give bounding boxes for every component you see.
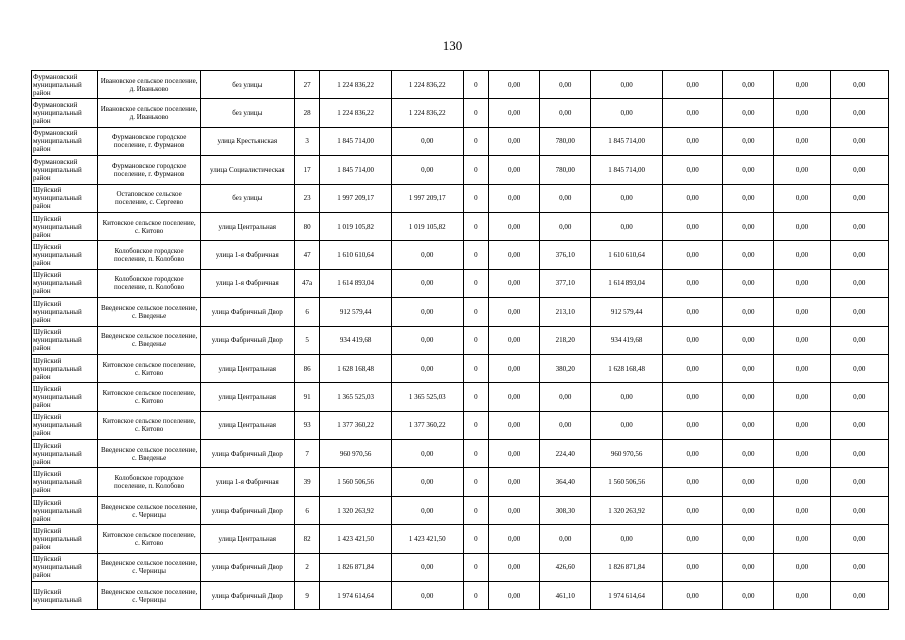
page-number: 130 [442, 38, 463, 53]
table-cell: 0,00 [723, 241, 774, 269]
table-cell: 0,00 [774, 99, 830, 127]
table-cell: 218,20 [540, 326, 591, 354]
table-cell: 0,00 [489, 582, 540, 610]
table-row [32, 383, 889, 411]
table-cell: 0,00 [774, 241, 830, 269]
table-cell: Ивановское сельское поселение, д. Иваньково [98, 71, 200, 99]
table-cell: 0,00 [662, 269, 722, 297]
table-cell: улица 1-я Фабричная [200, 468, 294, 496]
table-cell: без улицы [200, 71, 294, 99]
table-cell: 1 974 614,64 [320, 582, 392, 610]
table-cell: 0,00 [830, 241, 888, 269]
table-cell: 0,00 [830, 383, 888, 411]
table-cell: 3 [294, 127, 320, 155]
table-cell: 6 [294, 298, 320, 326]
table-cell: 80 [294, 212, 320, 240]
table-cell: 0,00 [489, 411, 540, 439]
table-cell: 0,00 [774, 326, 830, 354]
table-cell: Шуйский муниципальный район [32, 298, 98, 326]
table-cell: 0 [463, 99, 489, 127]
table-cell: 780,00 [540, 127, 591, 155]
table-cell: 0,00 [489, 354, 540, 382]
table-cell: Шуйский муниципальный район [32, 468, 98, 496]
table-cell: 6 [294, 496, 320, 524]
table-cell: 0,00 [774, 212, 830, 240]
table-cell: 0,00 [662, 525, 722, 553]
table-cell: Колобовское городское поселение, п. Колобово [98, 468, 200, 496]
table-cell: 0,00 [391, 269, 463, 297]
table-cell: Введенское сельское поселение, с. Введенье [98, 298, 200, 326]
table-cell: 0,00 [830, 71, 888, 99]
table-cell: 0,00 [489, 127, 540, 155]
table-cell: 0,00 [774, 525, 830, 553]
table-cell: 17 [294, 156, 320, 184]
table-cell: 0 [463, 156, 489, 184]
table-cell: 0,00 [723, 71, 774, 99]
table-cell: 0,00 [662, 156, 722, 184]
table-cell: 1 845 714,00 [591, 156, 663, 184]
table-cell: 23 [294, 184, 320, 212]
table-cell: 1 628 168,48 [320, 354, 392, 382]
table-cell: 0,00 [391, 241, 463, 269]
table-row [32, 582, 889, 610]
table-cell: улица 1-я Фабричная [200, 241, 294, 269]
table-cell: 960 970,56 [591, 440, 663, 468]
table-cell: 2 [294, 553, 320, 581]
table-cell: 0,00 [489, 383, 540, 411]
table-cell: 912 579,44 [591, 298, 663, 326]
table-cell: 93 [294, 411, 320, 439]
table-cell: 1 019 105,82 [391, 212, 463, 240]
table-cell: 39 [294, 468, 320, 496]
table-cell: Введенское сельское поселение, с. Черницы [98, 553, 200, 581]
table-cell: улица Центральная [200, 383, 294, 411]
table-cell: 28 [294, 99, 320, 127]
table-cell: 0,00 [489, 71, 540, 99]
table-cell: 0,00 [662, 298, 722, 326]
table-cell: Фурмановский муниципальный район [32, 99, 98, 127]
table-cell: 1 423 421,50 [320, 525, 392, 553]
table-cell: 0,00 [591, 99, 663, 127]
table-row [32, 525, 889, 553]
table-cell: 0,00 [830, 269, 888, 297]
table-cell: 0,00 [591, 525, 663, 553]
table-cell: 0,00 [830, 156, 888, 184]
table-cell: Введенское сельское поселение, с. Введенье [98, 440, 200, 468]
table-cell: 1 019 105,82 [320, 212, 392, 240]
table-cell: 0 [463, 440, 489, 468]
table-cell: 380,20 [540, 354, 591, 382]
table-cell: 0,00 [662, 468, 722, 496]
table-cell: 0 [463, 326, 489, 354]
table-cell: улица Фабричный Двор [200, 326, 294, 354]
table-cell: Шуйский муниципальный [32, 582, 98, 610]
table-cell: 0,00 [662, 411, 722, 439]
table-cell: улица Фабричный Двор [200, 553, 294, 581]
table-cell: Шуйский муниципальный район [32, 411, 98, 439]
table-cell: 1 224 836,22 [320, 71, 392, 99]
table-cell: 0,00 [662, 71, 722, 99]
table-cell: 0 [463, 582, 489, 610]
table-cell: 0 [463, 298, 489, 326]
table-cell: Шуйский муниципальный район [32, 241, 98, 269]
table-cell: 0,00 [489, 212, 540, 240]
table-cell: 1 365 525,03 [391, 383, 463, 411]
table-cell: 0,00 [830, 354, 888, 382]
table-cell: улица Центральная [200, 354, 294, 382]
table-cell: 0,00 [489, 525, 540, 553]
table-cell: 0,00 [540, 184, 591, 212]
table-cell: Шуйский муниципальный район [32, 525, 98, 553]
table-cell: улица Центральная [200, 525, 294, 553]
table-cell: 1 224 836,22 [391, 99, 463, 127]
table-cell: 0,00 [774, 354, 830, 382]
table-row [32, 156, 889, 184]
table-cell: 1 423 421,50 [391, 525, 463, 553]
table-cell: 0,00 [830, 212, 888, 240]
table-cell: 0,00 [391, 127, 463, 155]
table-cell: Шуйский муниципальный район [32, 184, 98, 212]
table-row [32, 354, 889, 382]
table-cell: 0,00 [489, 496, 540, 524]
table-cell: 0,00 [830, 582, 888, 610]
table-cell: 0,00 [540, 383, 591, 411]
table-cell: 0,00 [662, 354, 722, 382]
table-cell: 0,00 [723, 354, 774, 382]
table-cell: 0,00 [774, 71, 830, 99]
table-cell: Фурмановское городское поселение, г. Фурманов [98, 156, 200, 184]
table-cell: улица Фабричный Двор [200, 582, 294, 610]
table-cell: Шуйский муниципальный район [32, 496, 98, 524]
table-cell: 0,00 [723, 298, 774, 326]
table-cell: 0,00 [391, 582, 463, 610]
table-cell: 0,00 [774, 582, 830, 610]
table-body [32, 71, 889, 610]
table-cell: 1 826 871,84 [320, 553, 392, 581]
table-row [32, 269, 889, 297]
table-cell: 1 997 209,17 [320, 184, 392, 212]
table-cell: 0,00 [723, 411, 774, 439]
table-cell: 47 [294, 241, 320, 269]
table-cell: 0,00 [723, 496, 774, 524]
table-cell: 0,00 [662, 99, 722, 127]
table-cell: 1 974 614,64 [591, 582, 663, 610]
table-cell: улица Фабричный Двор [200, 298, 294, 326]
table-cell: 0,00 [540, 212, 591, 240]
table-cell: 1 224 836,22 [320, 99, 392, 127]
table-cell: 91 [294, 383, 320, 411]
table-cell: улица Центральная [200, 212, 294, 240]
table-cell: 0,00 [830, 411, 888, 439]
table-cell: Шуйский муниципальный район [32, 383, 98, 411]
table-cell: 0 [463, 525, 489, 553]
table-cell: 1 845 714,00 [591, 127, 663, 155]
table-cell: Китовское сельское поселение, с. Китово [98, 354, 200, 382]
table-cell: 0,00 [723, 468, 774, 496]
table-cell: Шуйский муниципальный район [32, 553, 98, 581]
table-cell: 0,00 [723, 553, 774, 581]
table-row [32, 326, 889, 354]
table-row [32, 241, 889, 269]
table-cell: 0,00 [774, 383, 830, 411]
table-cell: 0,00 [723, 525, 774, 553]
table-cell: 0,00 [662, 212, 722, 240]
table-cell: 9 [294, 582, 320, 610]
table-cell: 0,00 [830, 184, 888, 212]
table-cell: Китовское сельское поселение, с. Китово [98, 411, 200, 439]
table-cell: 0,00 [723, 383, 774, 411]
table-cell: Китовское сельское поселение, с. Китово [98, 383, 200, 411]
table-cell: 0,00 [489, 298, 540, 326]
table-cell: 0,00 [662, 496, 722, 524]
table-cell: 0,00 [489, 241, 540, 269]
table-cell: 0,00 [391, 156, 463, 184]
table-cell: 0,00 [662, 553, 722, 581]
table-cell: Остаповское сельское поселение, с. Сергеево [98, 184, 200, 212]
table-cell: 0,00 [489, 440, 540, 468]
table-cell: 0,00 [591, 184, 663, 212]
table-cell: 0,00 [540, 525, 591, 553]
data-table [31, 70, 889, 610]
table-cell: улица Социалистическая [200, 156, 294, 184]
table-cell: 1 614 893,04 [591, 269, 663, 297]
table-cell: 0,00 [489, 184, 540, 212]
table-cell: 377,10 [540, 269, 591, 297]
table-cell: 0,00 [830, 326, 888, 354]
table-cell: 0 [463, 71, 489, 99]
table-cell: улица Центральная [200, 411, 294, 439]
table-cell: 1 628 168,48 [591, 354, 663, 382]
table-cell: 1 845 714,00 [320, 156, 392, 184]
table-cell: 0 [463, 383, 489, 411]
table-cell: 1 610 610,64 [591, 241, 663, 269]
table-cell: 0,00 [723, 212, 774, 240]
table-cell: 0 [463, 354, 489, 382]
table-cell: 1 614 893,04 [320, 269, 392, 297]
table-cell: 0,00 [391, 468, 463, 496]
table-cell: 0,00 [591, 411, 663, 439]
table-cell: Колобовское городское поселение, п. Колобово [98, 269, 200, 297]
table-cell: 0,00 [774, 269, 830, 297]
table-cell: 0,00 [391, 496, 463, 524]
table-cell: 0,00 [391, 326, 463, 354]
table-cell: 364,40 [540, 468, 591, 496]
table-cell: 1 377 360,22 [391, 411, 463, 439]
table-cell: 0 [463, 269, 489, 297]
table-cell: 5 [294, 326, 320, 354]
table-cell: Шуйский муниципальный район [32, 440, 98, 468]
table-cell: 461,10 [540, 582, 591, 610]
table-cell: 1 997 209,17 [391, 184, 463, 212]
table-cell: 0 [463, 127, 489, 155]
table-row [32, 440, 889, 468]
table-cell: 1 560 506,56 [591, 468, 663, 496]
table-cell: Шуйский муниципальный район [32, 269, 98, 297]
table-cell: 0 [463, 411, 489, 439]
table-cell: Китовское сельское поселение, с. Китово [98, 212, 200, 240]
table-cell: 0 [463, 496, 489, 524]
table-row [32, 127, 889, 155]
table-cell: 0,00 [830, 468, 888, 496]
table-cell: 0,00 [540, 99, 591, 127]
table-cell: 0,00 [774, 184, 830, 212]
table-cell: 27 [294, 71, 320, 99]
table-cell: улица Фабричный Двор [200, 496, 294, 524]
table-cell: 0,00 [774, 298, 830, 326]
table-cell: 934 419,68 [591, 326, 663, 354]
table-cell: Введенское сельское поселение, с. Черницы [98, 496, 200, 524]
table-cell: улица Фабричный Двор [200, 440, 294, 468]
table-cell: 0,00 [830, 525, 888, 553]
table-cell: 213,10 [540, 298, 591, 326]
table-cell: 0,00 [662, 241, 722, 269]
table-cell: 0,00 [723, 582, 774, 610]
table-cell: 0,00 [830, 99, 888, 127]
table-cell: 376,10 [540, 241, 591, 269]
table-cell: 0,00 [489, 99, 540, 127]
table-cell: без улицы [200, 184, 294, 212]
table-row [32, 184, 889, 212]
table-cell: 0,00 [723, 326, 774, 354]
table-cell: Введенское сельское поселение, с. Черницы [98, 582, 200, 610]
table-cell: 0,00 [391, 354, 463, 382]
table-cell: 780,00 [540, 156, 591, 184]
table-cell: 47а [294, 269, 320, 297]
table-cell: 1 224 836,22 [391, 71, 463, 99]
table-cell: Введенское сельское поселение, с. Введенье [98, 326, 200, 354]
table-cell: улица Крестьянская [200, 127, 294, 155]
table-cell: 0,00 [830, 298, 888, 326]
table-cell: 0,00 [591, 383, 663, 411]
table-row [32, 99, 889, 127]
table-cell: 1 320 263,92 [591, 496, 663, 524]
table-cell: Шуйский муниципальный район [32, 354, 98, 382]
table-cell: 0,00 [662, 383, 722, 411]
table-cell: 934 419,68 [320, 326, 392, 354]
table-cell: 7 [294, 440, 320, 468]
table-cell: 0,00 [662, 582, 722, 610]
table-cell: 960 970,56 [320, 440, 392, 468]
table-cell: 0,00 [774, 440, 830, 468]
table-cell: Китовское сельское поселение, с. Китово [98, 525, 200, 553]
table-cell: 0 [463, 212, 489, 240]
table-cell: 0,00 [723, 269, 774, 297]
table-cell: 0,00 [662, 127, 722, 155]
table-cell: 0 [463, 184, 489, 212]
table-cell: 82 [294, 525, 320, 553]
table-cell: 0,00 [774, 127, 830, 155]
table-cell: 0,00 [391, 298, 463, 326]
table-cell: 0,00 [662, 440, 722, 468]
table-cell: Фурмановское городское поселение, г. Фурманов [98, 127, 200, 155]
table-cell: 224,40 [540, 440, 591, 468]
table-cell: 1 365 525,03 [320, 383, 392, 411]
table-cell: 0,00 [830, 496, 888, 524]
table-cell: 0 [463, 553, 489, 581]
table-cell: Фурмановский муниципальный район [32, 127, 98, 155]
table-cell: 0,00 [540, 411, 591, 439]
table-cell: 0,00 [662, 326, 722, 354]
table-cell: 1 610 610,64 [320, 241, 392, 269]
table-row [32, 553, 889, 581]
table-cell: улица 1-я Фабричная [200, 269, 294, 297]
table-cell: 0,00 [723, 184, 774, 212]
table-row [32, 212, 889, 240]
table-cell: 0,00 [723, 156, 774, 184]
table-row [32, 411, 889, 439]
table-cell: 1 845 714,00 [320, 127, 392, 155]
table-cell: 0,00 [723, 440, 774, 468]
table-cell: 1 320 263,92 [320, 496, 392, 524]
table-cell: 0,00 [489, 156, 540, 184]
table-cell: 912 579,44 [320, 298, 392, 326]
table-cell: 0,00 [774, 553, 830, 581]
table-cell: 0,00 [830, 553, 888, 581]
table-cell: 0,00 [830, 440, 888, 468]
table-cell: 0,00 [489, 468, 540, 496]
table-cell: 0,00 [391, 553, 463, 581]
table-cell: 1 377 360,22 [320, 411, 392, 439]
table-cell: Фурмановский муниципальный район [32, 156, 98, 184]
table-cell: Шуйский муниципальный район [32, 326, 98, 354]
table-row [32, 496, 889, 524]
table-cell: Фурмановский муниципальный район [32, 71, 98, 99]
table-cell: 0,00 [391, 440, 463, 468]
table-cell: 0,00 [489, 553, 540, 581]
table-cell: 0,00 [591, 212, 663, 240]
table-cell: 0 [463, 241, 489, 269]
table-cell: 0,00 [489, 269, 540, 297]
table-cell: Шуйский муниципальный район [32, 212, 98, 240]
table-cell: 0,00 [723, 127, 774, 155]
table-cell: 0,00 [591, 71, 663, 99]
table-row [32, 468, 889, 496]
table-cell: 1 560 506,56 [320, 468, 392, 496]
table-cell: 86 [294, 354, 320, 382]
table-row [32, 71, 889, 99]
table-cell: 0,00 [723, 99, 774, 127]
table-cell: 1 826 871,84 [591, 553, 663, 581]
table-cell: 0,00 [774, 411, 830, 439]
table-cell: Ивановское сельское поселение, д. Иваньково [98, 99, 200, 127]
table-cell: 308,30 [540, 496, 591, 524]
table-cell: Колобовское городское поселение, п. Колобово [98, 241, 200, 269]
table-cell: 0,00 [774, 156, 830, 184]
table-cell: 0,00 [489, 326, 540, 354]
table-cell: 0,00 [774, 468, 830, 496]
table-cell: без улицы [200, 99, 294, 127]
table-cell: 0,00 [662, 184, 722, 212]
table-row [32, 298, 889, 326]
table-cell: 0,00 [830, 127, 888, 155]
table-cell: 0,00 [540, 71, 591, 99]
table-cell: 0,00 [774, 496, 830, 524]
table-cell: 0 [463, 468, 489, 496]
table-cell: 426,60 [540, 553, 591, 581]
